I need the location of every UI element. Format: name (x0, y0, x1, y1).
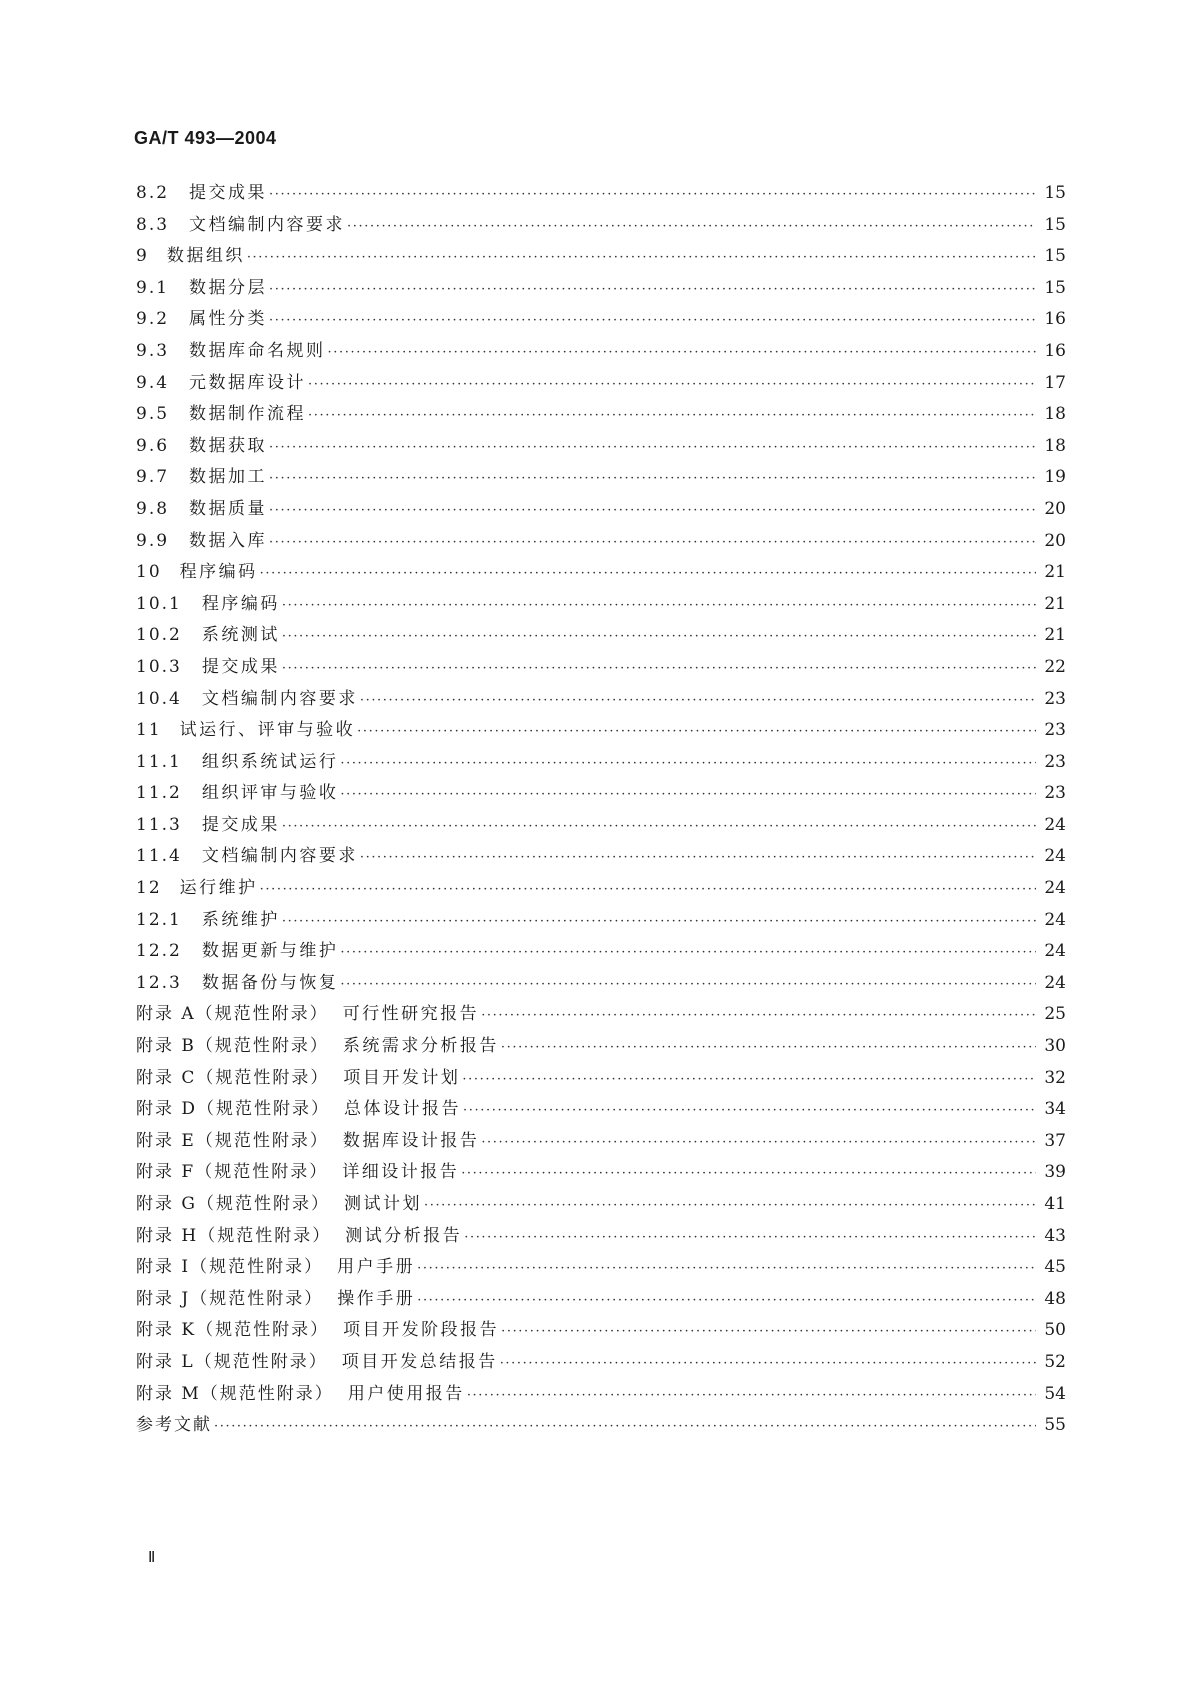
toc-entry-number: 9.4 (136, 372, 170, 393)
toc-entry-page: 18 (1044, 435, 1066, 456)
toc-entry-page: 23 (1044, 720, 1066, 741)
toc-entry[interactable] (136, 241, 1066, 273)
toc-entry-title: 文档编制内容要求 (189, 214, 346, 235)
toc-entry-page: 24 (1044, 878, 1066, 899)
toc-entry-page: 16 (1044, 340, 1066, 361)
toc-entry-page: 34 (1044, 1099, 1066, 1120)
toc-dot-leader (247, 242, 1036, 274)
toc-entry-title: 元数据库设计 (189, 372, 307, 393)
toc-entry-page: 21 (1044, 562, 1066, 583)
toc-entry-number: 11.2 (136, 783, 182, 804)
toc-dot-leader (214, 1411, 1036, 1443)
toc-entry[interactable] (136, 1094, 1066, 1126)
toc-entry-title: 文档编制内容要求 (201, 846, 358, 867)
toc-dot-leader (282, 653, 1036, 685)
toc-entry-number: 9.6 (136, 435, 170, 456)
toc-entry[interactable] (136, 1063, 1066, 1095)
toc-entry-page: 23 (1044, 688, 1066, 709)
toc-dot-leader (282, 621, 1036, 653)
toc-entry-page: 55 (1044, 1415, 1066, 1436)
toc-entry-number: 12.1 (136, 909, 182, 930)
toc-entry-title: 提交成果 (201, 656, 280, 677)
toc-dot-leader (269, 495, 1036, 527)
toc-entry-title: 测试计划 (343, 1194, 422, 1214)
toc-entry-title: 可行性研究报告 (342, 1004, 480, 1025)
toc-dot-leader (501, 1032, 1036, 1064)
toc-dot-leader (340, 779, 1036, 811)
toc-entry[interactable] (136, 399, 1066, 431)
toc-entry-number: 附录 A（规范性附录） (136, 1004, 329, 1025)
toc-entry-title: 详细设计报告 (342, 1162, 460, 1183)
toc-entry[interactable] (136, 1315, 1066, 1347)
toc-entry-page: 16 (1044, 309, 1066, 330)
toc-entry-title: 项目开发计划 (343, 1067, 461, 1088)
toc-entry-number: 附录 C（规范性附录） (136, 1067, 330, 1088)
toc-entry-page: 30 (1044, 1036, 1066, 1057)
toc-entry-title: 文档编制内容要求 (201, 688, 358, 709)
toc-entry-title: 组织评审与验收 (201, 783, 339, 804)
toc-dot-leader (328, 337, 1036, 369)
document-header-code: GA/T 493—2004 (134, 128, 277, 148)
toc-entry-number: 10.1 (136, 593, 182, 614)
toc-entry-page: 41 (1044, 1194, 1066, 1214)
toc-entry-page: 15 (1044, 183, 1066, 203)
table-of-contents (136, 178, 1066, 1442)
toc-entry[interactable] (136, 1189, 1066, 1221)
toc-entry-title: 总体设计报告 (344, 1099, 462, 1120)
toc-entry-title: 用户使用报告 (347, 1383, 465, 1404)
toc-entry-page: 24 (1044, 941, 1066, 962)
toc-entry-page: 20 (1044, 498, 1066, 519)
toc-entry-title: 提交成果 (189, 183, 268, 203)
toc-dot-leader (282, 590, 1036, 622)
toc-dot-leader (340, 748, 1036, 780)
toc-entry[interactable] (136, 557, 1066, 589)
toc-entry-title: 组织系统试运行 (201, 751, 339, 772)
toc-entry[interactable] (136, 747, 1066, 779)
toc-dot-leader (282, 811, 1036, 843)
toc-entry-title: 运行维护 (179, 878, 258, 899)
toc-entry-title: 程序编码 (201, 593, 280, 614)
toc-dot-leader (462, 1064, 1036, 1096)
toc-entry-number: 附录 M（规范性附录） (136, 1383, 334, 1404)
toc-entry[interactable] (136, 589, 1066, 621)
toc-entry-number: 12.2 (136, 941, 182, 962)
toc-entry-title: 数据更新与维护 (201, 941, 339, 962)
toc-entry-page: 54 (1044, 1383, 1066, 1404)
toc-entry-number: 11.3 (136, 814, 182, 835)
toc-entry-title: 数据备份与恢复 (201, 972, 339, 993)
toc-entry-number: 附录 J（规范性附录） (136, 1288, 324, 1309)
toc-entry-title: 数据制作流程 (189, 404, 307, 425)
toc-entry-title: 用户手册 (337, 1257, 416, 1278)
toc-entry[interactable] (136, 999, 1066, 1031)
toc-dot-leader (269, 179, 1036, 211)
toc-entry-title: 数据库命名规则 (189, 340, 326, 361)
toc-entry[interactable] (136, 873, 1066, 905)
toc-dot-leader (463, 1095, 1036, 1127)
toc-entry-number: 12 (136, 878, 162, 899)
toc-entry-number: 9.8 (136, 498, 170, 519)
toc-entry-title: 数据获取 (189, 435, 268, 456)
toc-dot-leader (269, 463, 1036, 495)
toc-entry[interactable] (136, 1126, 1066, 1158)
toc-dot-leader (260, 558, 1036, 590)
toc-entry[interactable] (136, 304, 1066, 336)
toc-entry-page: 24 (1044, 909, 1066, 930)
toc-entry-number: 附录 F（规范性附录） (136, 1162, 329, 1183)
toc-dot-leader (357, 716, 1036, 748)
toc-dot-leader (424, 1190, 1036, 1222)
toc-dot-leader (501, 1316, 1036, 1348)
toc-dot-leader (347, 211, 1036, 243)
toc-entry-title: 数据质量 (189, 498, 268, 519)
toc-entry-title: 系统测试 (201, 625, 280, 646)
toc-entry-number: 11 (136, 720, 162, 741)
toc-entry-page: 17 (1044, 372, 1066, 393)
toc-entry[interactable] (136, 968, 1066, 1000)
toc-entry-page: 50 (1044, 1320, 1066, 1341)
toc-entry-title: 系统维护 (201, 909, 280, 930)
toc-entry[interactable] (136, 652, 1066, 684)
toc-entry-page: 32 (1044, 1067, 1066, 1088)
toc-entry-number: 9 (136, 246, 149, 267)
toc-entry-number: 12.3 (136, 972, 182, 993)
toc-entry[interactable] (136, 778, 1066, 810)
toc-entry-number: 11.4 (136, 846, 182, 867)
toc-entry-title: 测试分析报告 (345, 1225, 463, 1246)
toc-dot-leader (360, 842, 1036, 874)
toc-entry-number: 附录 E（规范性附录） (136, 1130, 329, 1151)
toc-dot-leader (467, 1380, 1036, 1412)
toc-entry[interactable] (136, 431, 1066, 463)
toc-entry[interactable] (136, 462, 1066, 494)
toc-dot-leader (269, 274, 1036, 306)
toc-entry-number: 9.9 (136, 530, 170, 551)
toc-entry-page: 52 (1044, 1351, 1066, 1372)
toc-entry[interactable] (136, 526, 1066, 558)
toc-entry[interactable] (136, 1252, 1066, 1284)
toc-entry[interactable] (136, 178, 1066, 210)
toc-entry-page: 23 (1044, 751, 1066, 772)
toc-entry[interactable] (136, 1379, 1066, 1411)
toc-entry-page: 18 (1044, 404, 1066, 425)
toc-entry-page: 21 (1044, 593, 1066, 614)
toc-entry-number: 10.3 (136, 656, 182, 677)
toc-entry-title: 数据组织 (166, 246, 245, 267)
toc-entry-number: 附录 L（规范性附录） (136, 1351, 328, 1372)
toc-dot-leader (500, 1348, 1036, 1380)
toc-entry-title: 数据入库 (189, 530, 268, 551)
toc-entry-page: 24 (1044, 972, 1066, 993)
toc-dot-leader (308, 369, 1036, 401)
toc-dot-leader (269, 305, 1036, 337)
toc-entry-page: 24 (1044, 846, 1066, 867)
toc-entry-title: 项目开发阶段报告 (343, 1320, 500, 1341)
toc-dot-leader (481, 1000, 1036, 1032)
toc-entry[interactable] (136, 905, 1066, 937)
toc-entry-page: 43 (1044, 1225, 1066, 1246)
toc-dot-leader (461, 1158, 1036, 1190)
toc-entry[interactable] (136, 936, 1066, 968)
toc-entry[interactable] (136, 1157, 1066, 1189)
toc-entry-number: 11.1 (136, 751, 182, 772)
toc-dot-leader (340, 937, 1036, 969)
toc-dot-leader (260, 874, 1036, 906)
toc-entry[interactable] (136, 210, 1066, 242)
toc-entry-title: 程序编码 (179, 562, 258, 583)
toc-dot-leader (269, 432, 1036, 464)
toc-entry-title: 属性分类 (189, 309, 268, 330)
toc-entry-number: 10.2 (136, 625, 182, 646)
toc-entry-page: 22 (1044, 656, 1066, 677)
toc-entry-number: 附录 D（规范性附录） (136, 1099, 331, 1120)
toc-entry[interactable] (136, 273, 1066, 305)
toc-dot-leader (417, 1285, 1036, 1317)
toc-entry[interactable] (136, 1410, 1066, 1442)
toc-dot-leader (417, 1253, 1036, 1285)
toc-entry[interactable] (136, 494, 1066, 526)
toc-entry-title: 项目开发总结报告 (341, 1351, 498, 1372)
toc-entry-page: 48 (1044, 1288, 1066, 1309)
toc-entry-page: 45 (1044, 1257, 1066, 1278)
toc-entry[interactable] (136, 620, 1066, 652)
toc-entry[interactable] (136, 841, 1066, 873)
toc-entry-title: 系统需求分析报告 (342, 1036, 499, 1057)
toc-entry-page: 19 (1044, 467, 1066, 488)
toc-entry-number: 附录 G（规范性附录） (136, 1194, 330, 1214)
toc-entry-page: 21 (1044, 625, 1066, 646)
toc-entry-title: 数据加工 (189, 467, 268, 488)
toc-entry-number: 附录 K（规范性附录） (136, 1320, 330, 1341)
toc-entry-title: 提交成果 (201, 814, 280, 835)
toc-entry-title: 试运行、评审与验收 (179, 720, 356, 741)
toc-entry-number: 附录 H（规范性附录） (136, 1225, 332, 1246)
toc-entry-page: 20 (1044, 530, 1066, 551)
toc-entry-number: 9.3 (136, 340, 170, 361)
toc-entry[interactable] (136, 1347, 1066, 1379)
toc-entry-number: 附录 I（规范性附录） (136, 1257, 324, 1278)
toc-entry-number: 9.1 (136, 277, 170, 298)
toc-entry-page: 37 (1044, 1130, 1066, 1151)
toc-entry[interactable] (136, 368, 1066, 400)
toc-entry[interactable] (136, 1031, 1066, 1063)
toc-dot-leader (282, 906, 1036, 938)
toc-dot-leader (481, 1127, 1036, 1159)
toc-entry-number: 9.5 (136, 404, 170, 425)
toc-dot-leader (340, 969, 1036, 1001)
toc-entry-title: 操作手册 (337, 1288, 416, 1309)
toc-entry-page: 25 (1044, 1004, 1066, 1025)
toc-entry[interactable] (136, 684, 1066, 716)
toc-dot-leader (360, 685, 1036, 717)
toc-entry-page: 39 (1044, 1162, 1066, 1183)
toc-entry-page: 15 (1044, 246, 1066, 267)
toc-entry-number: 10.4 (136, 688, 182, 709)
toc-entry-number: 参考文献 (136, 1415, 212, 1436)
toc-entry[interactable] (136, 1221, 1066, 1253)
toc-dot-leader (464, 1222, 1036, 1254)
toc-entry-title: 数据分层 (189, 277, 268, 298)
toc-dot-leader (308, 400, 1036, 432)
toc-entry[interactable] (136, 1284, 1066, 1316)
toc-entry[interactable] (136, 336, 1066, 368)
toc-entry-title: 数据库设计报告 (342, 1130, 480, 1151)
toc-entry-number: 10 (136, 562, 162, 583)
toc-entry-number: 附录 B（规范性附录） (136, 1036, 329, 1057)
toc-entry-number: 9.2 (136, 309, 170, 330)
toc-entry-number: 9.7 (136, 467, 170, 488)
toc-dot-leader (269, 527, 1036, 559)
toc-entry[interactable] (136, 715, 1066, 747)
toc-entry-page: 15 (1044, 277, 1066, 298)
toc-entry-number: 8.3 (136, 214, 170, 235)
toc-entry[interactable] (136, 810, 1066, 842)
toc-entry-number: 8.2 (136, 183, 170, 203)
toc-entry-page: 24 (1044, 814, 1066, 835)
toc-entry-page: 23 (1044, 783, 1066, 804)
page-number: Ⅱ (148, 1550, 156, 1566)
toc-entry-page: 15 (1044, 214, 1066, 235)
